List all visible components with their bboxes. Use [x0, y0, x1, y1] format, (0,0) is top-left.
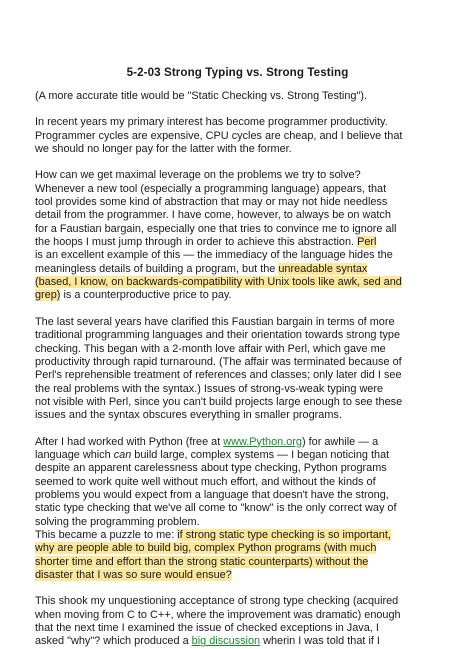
- text-run: meaningless details of building a program, but the: [35, 262, 279, 275]
- text-line: productivity through rapid turnaround. (The affair was terminated because of: [35, 355, 402, 368]
- text-run: is a counterproductive price to pay.: [60, 289, 232, 302]
- highlight-puzzle-question: shorter time and effort than the strong static counterparts) without the: [35, 555, 369, 568]
- text-line: seemed to work quite well without much effort, and without the kinds of: [35, 475, 376, 488]
- highlight-grep: grep): [35, 289, 61, 302]
- paragraph-alternate-title: [35, 90, 440, 103]
- highlight-puzzle-question: why are people able to build big, complex Python programs (with much: [35, 542, 377, 555]
- text-line: when moving from C to C++, where the improvement was dramatic) enough: [35, 608, 401, 621]
- text-line: problems you would expect from a language that doesn't have the strong,: [35, 488, 389, 501]
- text-run: wherin I was told that if I: [260, 635, 380, 648]
- text-run: After I had worked with Python (free at: [35, 435, 224, 448]
- text-line: is an excellent example of this — the immediacy of the language hides the: [35, 249, 393, 262]
- text-line: [35, 449, 440, 462]
- text-line: traditional programming languages and their orientation towards strong type: [35, 329, 401, 342]
- text-line: [35, 263, 440, 276]
- highlight-backwards-compat: (based, I know, on backwards-compatibility with Unix tools like awk, sed and: [35, 276, 402, 289]
- text-run: This became a puzzle to me:: [35, 528, 178, 541]
- text-line: This shook my unquestioning acceptance of strong type checking (acquired: [35, 595, 399, 608]
- text-line: The last several years have clarified this Faustian bargain in terms of more: [35, 315, 395, 328]
- text-line: [35, 542, 440, 555]
- paragraph-perl-affair: [35, 316, 440, 423]
- emphasis-can: can: [113, 448, 132, 461]
- text-run: build large, complex systems — I began noticing that: [131, 448, 390, 461]
- text-line: In recent years my primary interest has become programmer productivity.: [35, 116, 388, 129]
- highlight-unreadable-syntax: unreadable syntax: [278, 262, 368, 275]
- text-line: [35, 436, 440, 449]
- text-line: [35, 236, 440, 249]
- text-line: Perl's reprehensible treatment of references and classes; only later did I see: [35, 369, 402, 382]
- text-line: (A more accurate title would be "Static Checking vs. Strong Testing").: [35, 90, 367, 102]
- text-line: [35, 569, 440, 582]
- text-line: [35, 556, 440, 569]
- text-line: Whenever a new tool (especially a programming language) appears, that: [35, 182, 387, 195]
- text-line: solving the programming problem.: [35, 515, 200, 528]
- paragraph-python-experience: [35, 436, 440, 583]
- highlight-perl: Perl: [357, 236, 377, 249]
- text-line: tool provides some kind of abstraction that may or may not hide needless: [35, 196, 388, 209]
- text-line: for a Faustian bargain, especially one that tries to convince me to ignore all: [35, 222, 397, 235]
- paragraph-checked-exceptions: [35, 595, 440, 648]
- text-line: checking. This began with a 2-month love affair with Perl, which gave me: [35, 342, 386, 355]
- paragraph-faustian-bargain: [35, 169, 440, 302]
- highlight-puzzle-question: disaster that I was so sure would ensue?: [35, 569, 232, 581]
- paragraph-productivity: [35, 116, 440, 156]
- python-org-link[interactable]: www.Python.org: [223, 435, 302, 448]
- highlight-puzzle-question: if strong static type checking is so important,: [177, 528, 391, 541]
- page-title: 5-2-03 Strong Typing vs. Strong Testing: [126, 66, 349, 79]
- text-line: [35, 529, 440, 542]
- text-line: that the next time I examined the issue of checked exceptions in Java, I: [35, 622, 379, 635]
- text-line: [35, 276, 440, 289]
- text-line: [35, 289, 440, 302]
- text-line: issues and the syntax obscures everything in smaller programs.: [35, 409, 342, 422]
- text-line: Programmer cycles are expensive, CPU cycles are cheap, and I believe that: [35, 129, 403, 142]
- text-line: not visible with Perl, since you can't build projects large enough to see these: [35, 395, 403, 408]
- text-run: ) for awhile — a: [301, 435, 379, 448]
- text-line: we should no longer pay for the latter with the former.: [35, 143, 292, 156]
- text-line: How can we get maximal leverage on the problems we try to solve?: [35, 169, 361, 182]
- text-line: [35, 635, 440, 648]
- text-run: asked "why"? which produced a: [35, 635, 192, 648]
- text-run: language which: [35, 448, 114, 461]
- text-line: despite an apparent carelessness about type checking, Python programs: [35, 462, 387, 475]
- big-discussion-link[interactable]: big discussion: [191, 635, 261, 648]
- text-line: static type checking that we've all come to "know" is the only correct way of: [35, 502, 397, 515]
- text-run: the hoops I must jump through in order to achieve this abstraction.: [35, 236, 358, 249]
- text-line: detail from the programmer. I have come, however, to always be on watch: [35, 209, 391, 222]
- text-line: the real problems with the syntax.) Issues of strong-vs-weak typing were: [35, 382, 384, 395]
